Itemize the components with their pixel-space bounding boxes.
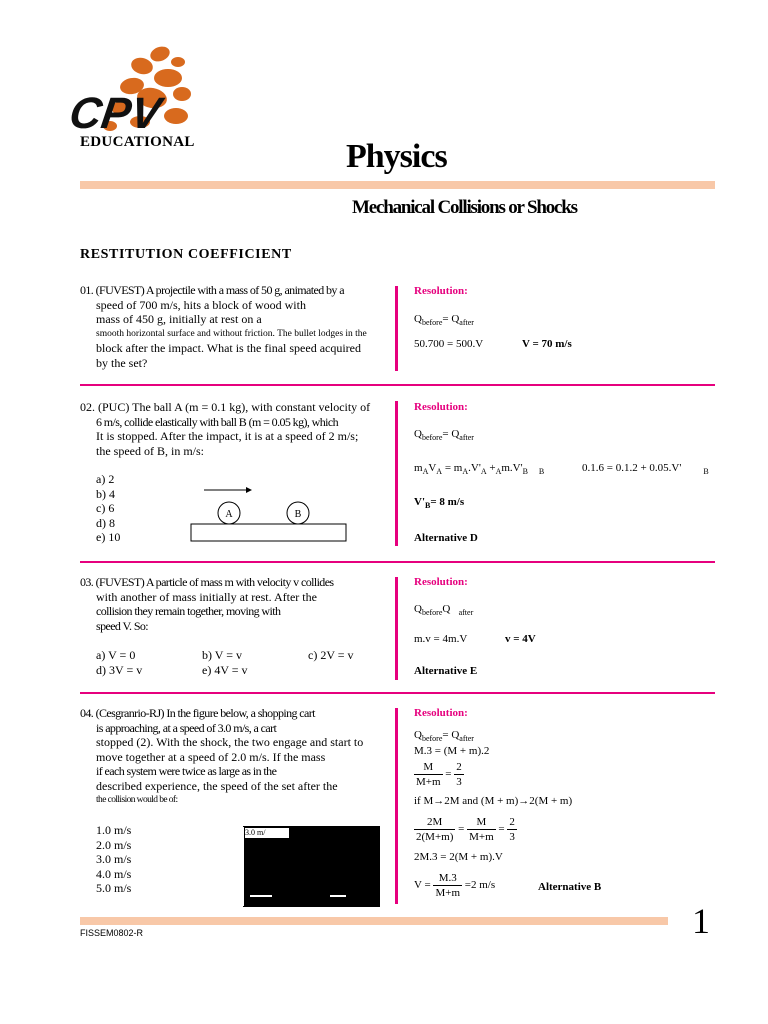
question-4 — [80, 706, 400, 808]
q4-ratio-1: $\frac{M}{M+m}$ = $\frac{2}{3}$ — [416, 761, 462, 788]
q2-line-1: 02. (PUC) The ball A (m = 0.1 kg), with constant velocity of — [80, 400, 371, 414]
ball-a-label: A — [225, 509, 233, 520]
q4-final-speed: V = $\frac{M.3}{M+m}$ =2 m/s — [414, 872, 496, 899]
q4-line-7: the collision would be of: — [96, 795, 178, 805]
q4-line-4: move together at a speed of 2.0 m/s. If the mass — [96, 749, 326, 764]
q2-line-4: the speed of B, in m/s: — [96, 443, 204, 458]
q2-conservation: $m_AV_A = m_A.V'_A +_Am.V'_B$ $_B$ — [414, 462, 545, 477]
q4-figure-speed-label: 3.0 m/ — [245, 828, 289, 838]
q3-line-4: speed V. So: — [96, 618, 149, 633]
section-title: RESTITUTION COEFFICIENT — [80, 247, 292, 262]
q4-resolution-label: Resolution: — [414, 707, 468, 719]
q3-alternative: Alternative E — [414, 665, 478, 677]
figure-white-edge — [242, 827, 244, 906]
q2-option-b: b) 4 — [96, 486, 115, 501]
page-number: 1 — [692, 901, 710, 941]
footer-bar — [80, 917, 668, 925]
cart-2-wheel-mark — [330, 895, 346, 897]
q2-line-3: It is stopped. After the impact, it is at a speed of 2 m/s; — [96, 429, 359, 443]
q4-option-d: 4.0 m/s — [96, 866, 132, 881]
surface-block — [191, 524, 346, 541]
q2-option-c: c) 6 — [96, 501, 115, 515]
q4-calc-2: 2M.3 = 2(M + m).V — [414, 851, 503, 863]
q1-line-2: speed of 700 m/s, hits a block of wood with — [96, 297, 306, 312]
q2-divider — [395, 401, 398, 546]
q2-answer: $V'_B= 8$ m/s — [414, 496, 465, 511]
q3-option-e: e) 4V = v — [202, 663, 248, 677]
separator-1 — [80, 384, 715, 386]
q4-condition: if M→2M and (M + m)→2(M + m) — [414, 795, 573, 807]
q1-resolution-label: Resolution: — [414, 285, 468, 297]
q3-option-d: d) 3V = v — [96, 663, 143, 677]
q4-line-3: stopped (2). With the shock, the two engage and start to — [96, 735, 364, 749]
separator-3 — [80, 692, 715, 694]
q4-divider — [395, 708, 398, 904]
q1-divider — [395, 286, 398, 371]
q3-option-c: c) 2V = v — [308, 648, 354, 662]
q1-line-4: smooth horizontal surface and without friction. The bullet lodges in the — [96, 328, 367, 339]
q3-line-1: 03. (FUVEST) A particle of mass m with velocity v collides — [80, 575, 334, 589]
q3-line-3: collision they remain together, moving with — [96, 604, 281, 618]
question-2 — [80, 400, 400, 458]
q4-option-e: 5.0 m/s — [96, 881, 132, 895]
q4-line-6: described experience, the speed of the set after the — [96, 778, 338, 793]
q2-figure — [188, 482, 348, 544]
q2-option-d: d) 8 — [96, 515, 115, 530]
arrow-head-icon — [246, 487, 252, 493]
q4-options — [96, 823, 131, 896]
q1-line-5: block after the impact. What is the final speed acquired — [96, 341, 362, 355]
q4-calc-1: M.3 = (M + m).2 — [414, 745, 490, 757]
q4-momentum-eq: $Q_{before}= Q_{after}$ — [414, 729, 474, 744]
footer-code: FISSEM0802-R — [80, 928, 144, 938]
q3-calc: m.v = 4m.V — [414, 633, 468, 645]
q4-line-1: 04. (Cesgranrio-RJ) In the figure below, a shopping cart — [80, 706, 315, 720]
q1-calc: 50.700 = 500.V — [414, 338, 484, 350]
q3-option-a: a) V = 0 — [96, 648, 136, 662]
q2-options — [96, 472, 120, 545]
q3-option-b: b) V = v — [202, 648, 242, 662]
q2-numeric: 0.1.6 = 0.1.2 + 0.05.V' $_B$ — [582, 462, 709, 477]
q4-line-2: is approaching, at a speed of 3.0 m/s, a cart — [96, 720, 277, 735]
q4-option-a: 1.0 m/s — [96, 823, 132, 837]
q3-line-2: with another of mass initially at rest. After the — [96, 589, 317, 604]
ball-b-label: B — [294, 509, 302, 520]
q4-option-c: 3.0 m/s — [96, 852, 132, 866]
page-title: Physics — [346, 138, 447, 175]
q2-resolution-label: Resolution: — [414, 401, 468, 413]
q2-option-e: e) 10 — [96, 530, 121, 544]
q1-answer: V = 70 m/s — [522, 338, 572, 350]
question-1 — [80, 283, 400, 370]
q4-figure — [243, 826, 380, 907]
q2-option-a: a) 2 — [96, 472, 115, 486]
logo-letters: CPV — [66, 89, 164, 138]
q1-momentum-eq: $Q_{before}= Q_{after}$ — [414, 313, 474, 328]
q2-line-2: 6 m/s, collide elastically with ball B (m = 0.05 kg), which — [96, 414, 338, 429]
q3-divider — [395, 577, 398, 680]
q4-line-5: if each system were twice as large as in the — [96, 764, 277, 778]
q4-ratio-2: $\frac{2M}{2(M+m)}$ = $\frac{M}{M+m}$ = $\frac{2}{3}$ — [416, 816, 515, 843]
header-bar — [80, 181, 715, 189]
q1-line-3: mass of 450 g, initially at rest on a — [96, 312, 262, 326]
q1-line-6: by the set? — [96, 355, 148, 370]
cart-1-wheel-mark — [250, 895, 272, 897]
q2-momentum-eq: $Q_{before}= Q_{after}$ — [414, 428, 474, 443]
q4-alternative: Alternative B — [538, 881, 602, 893]
q1-line-1: 01. (FUVEST) A projectile with a mass of 50 g, animated by a — [80, 283, 344, 297]
question-3 — [80, 575, 400, 633]
logo-subtext: EDUCATIONAL — [80, 134, 195, 150]
q3-resolution-label: Resolution: — [414, 576, 468, 588]
q3-momentum-eq: $Q_{before}Q$ $_{after}$ — [414, 603, 474, 618]
q2-alternative: Alternative D — [414, 532, 478, 544]
q3-answer: v = 4V — [505, 633, 536, 645]
q4-option-b: 2.0 m/s — [96, 837, 132, 852]
page-subtitle: Mechanical Collisions or Shocks — [352, 197, 577, 218]
separator-2 — [80, 561, 715, 563]
